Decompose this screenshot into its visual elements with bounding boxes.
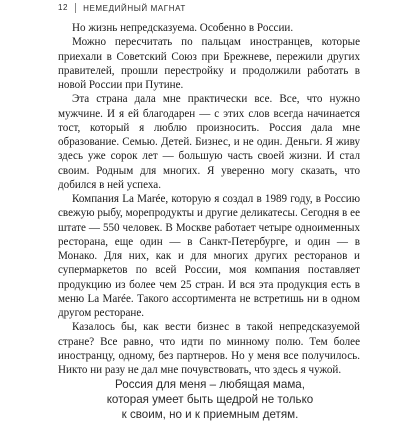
running-header — [58, 2, 186, 14]
pull-quote — [40, 377, 380, 422]
body-text — [58, 21, 360, 377]
paragraph: Можно пересчитать по пальцам иностранцев, которые приехали в Советский Союз при Брежневе, пережили других правителей, прошли перестройку и продолжили работать в новой России при Путине. — [58, 36, 360, 91]
pull-quote-line: которая умеет быть щедрой не только — [106, 393, 314, 406]
paragraph: Эта страна дала мне практически все. Все, что нужно мужчине. И я ей благодарен — с этих слов всегда начинается тост, который я люблю произносить. Россия дала мне образование. Семью. Детей. Бизнес, и не один. Деньги. Я живу здесь уже сорок лет — большую часть своей жизни. И стал своим. Родным для многих. Я уверенно могу сказать, что добился в ней успеха. — [58, 93, 360, 191]
paragraph: Но жизнь непредсказуема. Особенно в России. — [72, 22, 294, 34]
paragraph: Казалось бы, как вести бизнес в такой непредсказуемой стране? Все равно, что идти по минному полю. Тем более иностранцу, одному, без партнеров. Но у меня все получилось. Никто ни разу не дал мне почувствовать, что здесь я чужой. — [58, 321, 360, 376]
pull-quote-line: к своим, но и к приемным детям. — [121, 408, 299, 421]
paragraph: Компания La Marée, которую я создал в 1989 году, в Россию свежую рыбу, морепродукты и другие деликатесы. Сегодня в ее штате — 550 человек. В Москве работает четыре одноименных ресторана, еще один — в Санкт-Петербурге, и один — в Монако. Для них, как и для многих других ресторанов и супермаркетов по всей России, моя компания поставляет продукцию из более чем 25 стран. И вся эта продукция есть в меню La Marée. Такого ассортимента не встретишь ни в одном другом ресторане. — [58, 193, 360, 319]
running-title: НЕМЕДИЙНЫЙ МАГНАТ — [83, 3, 186, 13]
page-number: 12 — [58, 3, 76, 13]
pull-quote-line: Россия для меня – любящая мама, — [115, 378, 305, 391]
